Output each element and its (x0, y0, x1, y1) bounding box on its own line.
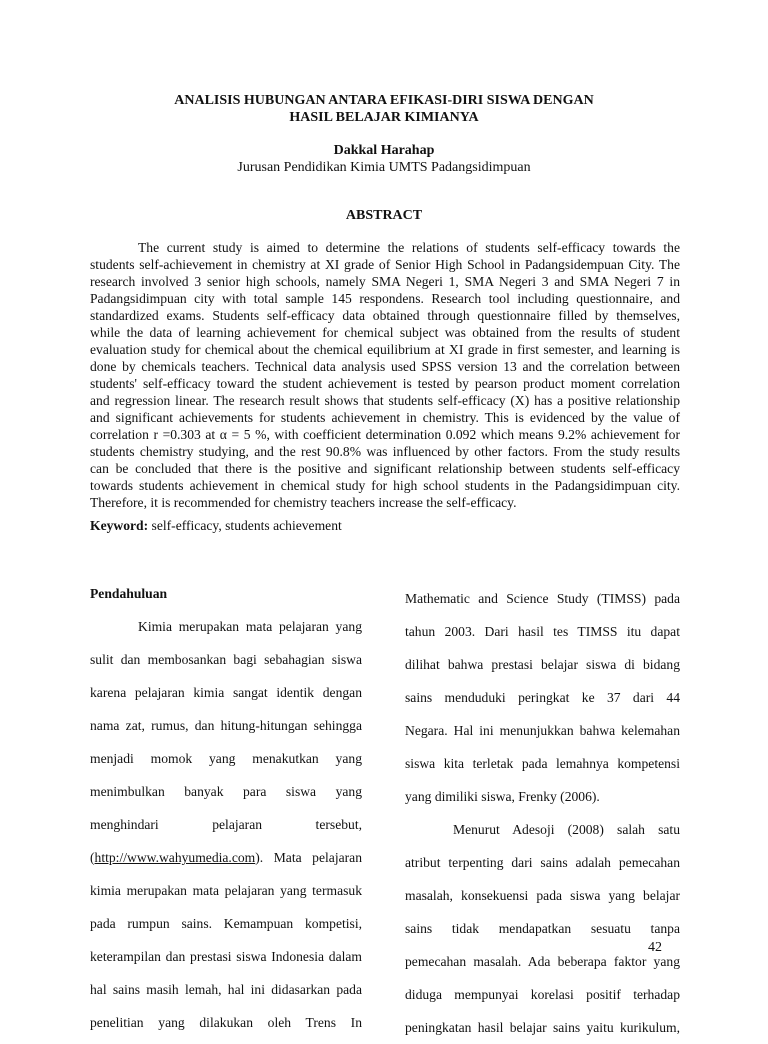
abstract-line: Padangsidimpuan city with total sample 145 respondens. Research tool including questionnaire, and (90, 291, 680, 306)
body-line: siswa kita terletak pada lemahnya kompetensi (405, 756, 680, 771)
body-line: nama zat, rumus, dan hitung-hitungan sehingga (90, 718, 362, 733)
abstract-heading: ABSTRACT (345, 208, 423, 223)
abstract-line: research involved 3 senior high schools, namely SMA Negeri 1, SMA Negeri 3 and SMA Negeri 7 in (90, 274, 680, 289)
body-line: atribut terpenting dari sains adalah pemecahan (405, 855, 680, 870)
author-affiliation: Jurusan Pendidikan Kimia UMTS Padangsidimpuan (237, 160, 531, 175)
body-line: kimia merupakan mata pelajaran yang termasuk (90, 883, 362, 898)
body-line: menghindari pelajaran tersebut, (90, 817, 362, 832)
abstract-line: correlation r =0.303 at α = 5 %, with coefficient determination 0.092 which means 9.2% achievement for (90, 427, 680, 442)
paper-title-line-1: ANALISIS HUBUNGAN ANTARA EFIKASI-DIRI SISWA DENGAN (174, 93, 594, 108)
abstract-line: towards students achievement in chemical study for high school students in the Padangsidimpuan city. (90, 478, 680, 493)
abstract-line: students chemistry studying, and the rest 90.8% was influenced by other factors. From the study results (90, 444, 680, 459)
body-line: Negara. Hal ini menunjukkan bahwa kelemahan (405, 723, 680, 738)
abstract-line: and regression linear. The research result shows that students self-efficacy (X) has a positive relationship (90, 393, 680, 408)
body-line: keterampilan dan prestasi siswa Indonesia dalam (90, 949, 362, 964)
page-number: 42 (648, 940, 662, 955)
body-line: menimbulkan banyak para siswa yang (90, 784, 362, 799)
body-line: penelitian yang dilakukan oleh Trens In (90, 1015, 362, 1030)
body-line: masalah, konsekuensi pada siswa yang belajar (405, 888, 680, 903)
body-line: Menurut Adesoji (2008) salah satu (453, 822, 680, 837)
body-line: diduga mempunyai korelasi positif terhadap (405, 987, 680, 1002)
body-line: Kimia merupakan mata pelajaran yang (138, 619, 362, 634)
link-prefix: ( (90, 850, 95, 865)
body-line: sulit dan membosankan bagi sebahagian siswa (90, 652, 362, 667)
abstract-body (90, 239, 680, 511)
link-suffix: ). Mata pelajaran (255, 850, 362, 865)
author-name: Dakkal Harahap (333, 143, 435, 158)
abstract-line: students self-achievement in chemistry at XI grade of Senior High School in Padangsidempuan City. The (90, 257, 680, 272)
abstract-line: Therefore, it is recommended for chemistry teachers increase the self-efficacy. (90, 495, 517, 510)
wahyumedia-link[interactable]: http://www.wahyumedia.com (94, 850, 256, 865)
keyword-text: self-efficacy, students achievement (148, 518, 342, 533)
body-line: sains menduduki peringkat ke 37 dari 44 (405, 690, 680, 705)
abstract-line: while the data of learning achievement for chemical subject was obtained from the results of student (90, 325, 680, 340)
abstract-line: The current study is aimed to determine the relations of students self-efficacy towards the (138, 240, 680, 255)
abstract-line: standardized exams. Students self-efficacy data obtained through questionnaire filled by themselves, (90, 308, 680, 323)
abstract-line: and significant achievements for students achievement in chemistry. This is evidenced by the value of (90, 410, 680, 425)
abstract-line: done by chemicals teachers. Technical data analysis used SPSS version 13 and the correlation between (90, 359, 680, 374)
section-heading: Pendahuluan (90, 586, 168, 601)
keyword-label: Keyword: (90, 518, 149, 533)
body-line: pemecahan masalah. Ada beberapa faktor yang (405, 954, 680, 969)
body-line: Mathematic and Science Study (TIMSS) pada (405, 591, 680, 606)
body-line: dilihat bahwa prestasi belajar siswa di bidang (405, 657, 680, 672)
body-line: pada rumpun sains. Kemampuan kompetisi, (90, 916, 362, 931)
body-line: hal sains masih lemah, hal ini didasarkan pada (90, 982, 362, 997)
body-line: tahun 2003. Dari hasil tes TIMSS itu dapat (405, 624, 680, 639)
body-line (90, 841, 362, 874)
right-column (405, 582, 680, 1044)
body-line: menjadi momok yang menakutkan yang (90, 751, 362, 766)
abstract-line: evaluation study for chemical about the chemical equilibrium at XI grade in first semester, and learning is (90, 342, 680, 357)
abstract-line: can be concluded that there is the positive and significant relationship between students self-efficacy (90, 461, 680, 476)
keywords (90, 518, 342, 534)
abstract-line: students' self-efficacy toward the student achievement is tested by pearson product moment correlation (90, 376, 680, 391)
body-line: peningkatan hasil belajar sains yaitu kurikulum, (405, 1020, 680, 1035)
left-column (90, 577, 362, 1039)
body-line: sains tidak mendapatkan sesuatu tanpa (405, 921, 680, 936)
body-line: yang dimiliki siswa, Frenky (2006). (405, 789, 600, 804)
body-line: karena pelajaran kimia sangat identik dengan (90, 685, 362, 700)
paper-title-line-2: HASIL BELAJAR KIMIANYA (289, 110, 479, 125)
